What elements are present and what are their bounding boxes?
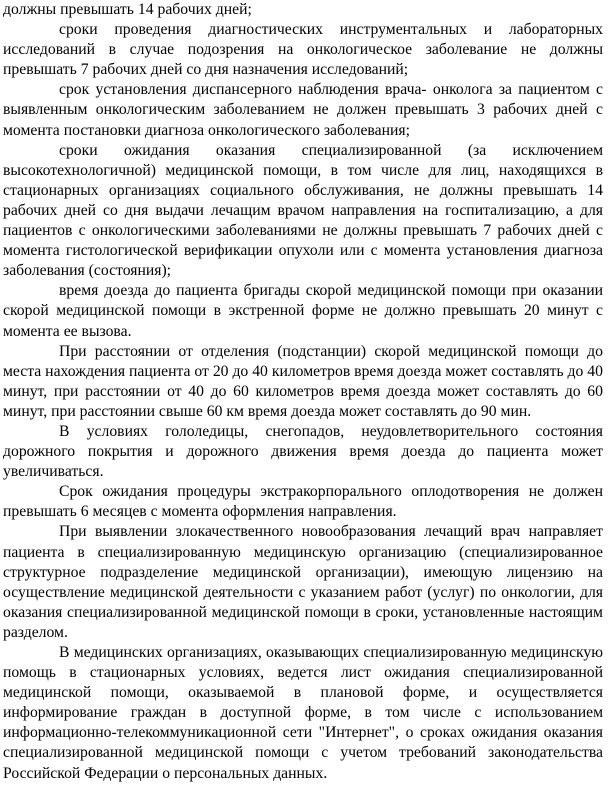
paragraph-4: сроки ожидания оказания специализированной (за исключением высокотехнологичной) медицинской помощи, в том числе для лиц, находящихся в стационарных организациях социального обслуживания, не должны превышать 14 рабочих дней со дня выдачи лечащим врачом направления на госпитализацию, а для пациентов с онкологическими заболеваниями не должны превышать 7 рабочих дней с момента гистологической верификации опухоли или с момента установления диагноза заболевания (состояния); [3,141,603,280]
paragraph-2: сроки проведения диагностических инструментальных и лабораторных исследований в случае подозрения на онкологическое заболевание не должны превышать 7 рабочих дней со дня назначения исследований; [3,21,603,79]
paragraph-5: время доезда до пациента бригады скорой медицинской помощи при оказании скорой медицинской помощи в экстренной форме не должно превышать 20 минут с момента ее вызова. [3,282,603,340]
paragraph-7: В условиях гололедицы, снегопадов, неудовлетворительного состояния дорожного покрытия и дорожного движения время доезда до пациента может увеличиваться. [3,422,603,481]
paragraph-6: При расстоянии от отделения (подстанции) скорой медицинской помощи до места нахождения пациента от 20 до 40 километров время доезда может составлять до 40 минут, при расстоянии от 40 до 60 километров время доезда может составлять до 60 минут, при расстоянии свыше 60 км время доезда может составлять до 90 мин. [3,342,603,420]
paragraph-1: должны превышать 14 рабочих дней; [3,1,252,18]
document-page [3,0,603,784]
paragraph-9: При выявлении злокачественного новообразования лечащий врач направляет пациента в специализированную медицинскую организацию (специализированное структурное подразделение медицинской организации), имеющую лицензию на осуществление медицинской деятельности с указанием работ (услуг) по онкологии, для оказания специализированной медицинской помощи в сроки, установленные настоящим разделом. [3,523,603,641]
paragraph-3: срок установления диспансерного наблюдения врача- онколога за пациентом с выявленным онкологическим заболеванием не должен превышать 3 рабочих дней с момента постановки диагноза онкологического заболевания; [3,81,603,139]
paragraph-10: В медицинских организациях, оказывающих специализированную медицинскую помощь в стационарных условиях, ведется лист ожидания специализированной медицинской помощи, оказываемой в плановой форме, и осуществляется информирование граждан в доступной форме, в том числе с использованием информационно-телекоммуникационной сети "Интернет", о сроках ожидания оказания специализированной медицинской помощи с учетом требований законодательства Российской Федерации о персональных данных. [3,644,603,782]
paragraph-8: Срок ожидания процедуры экстракорпорального оплодотворения не должен превышать 6 месяцев с момента оформления направления. [3,483,603,521]
